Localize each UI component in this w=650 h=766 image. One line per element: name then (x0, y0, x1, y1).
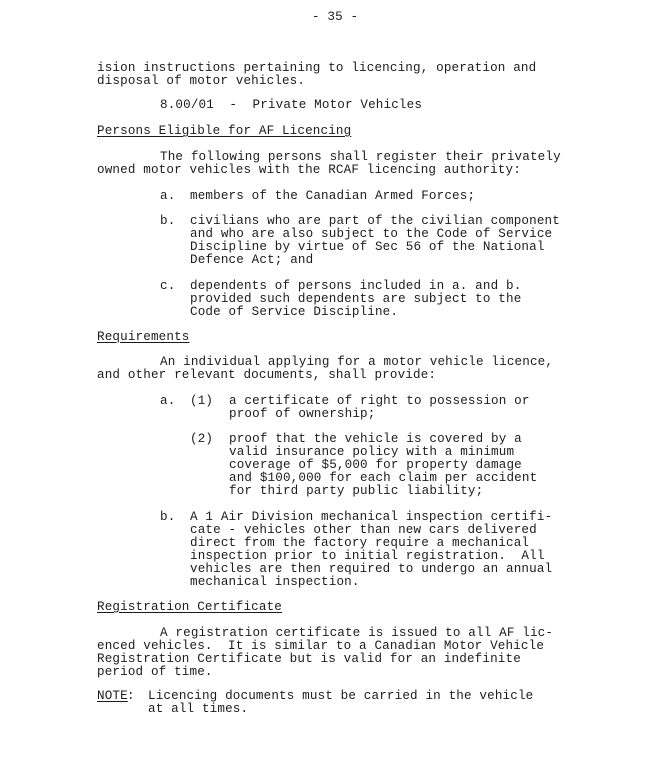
eligible-heading: Persons Eligible for AF Licencing (97, 124, 352, 138)
registration-line-2: enced vehicles. It is similar to a Canadian Motor Vehicle (97, 639, 545, 653)
list-item-b-line-1: civilians who are part of the civilian component (190, 214, 560, 228)
sub-item-2-line-5: for third party public liability; (229, 484, 484, 498)
list-item-b-line-3: Discipline by virtue of Sec 56 of the National (190, 240, 545, 254)
list-item-a-line-1: members of the Canadian Armed Forces; (190, 189, 476, 203)
note-colon: : (127, 689, 135, 703)
eligible-para-line-2: owned motor vehicles with the RCAF licencing authority: (97, 163, 521, 177)
intro-line-2: disposal of motor vehicles. (97, 74, 306, 88)
intro-line-1: ision instructions pertaining to licencing, operation and (97, 61, 537, 75)
list-item-c-line-1: dependents of persons included in a. and b. (190, 279, 522, 293)
requirements-heading: Requirements (97, 330, 190, 344)
note-line-1: Licencing documents must be carried in the vehicle (148, 689, 534, 703)
list-marker-b: b. (160, 214, 176, 228)
list-item-c-line-3: Code of Service Discipline. (190, 305, 399, 319)
requirements-b-line-2: cate - vehicles other than new cars delivered (190, 523, 537, 537)
registration-line-1: A registration certificate is issued to all AF lic- (160, 626, 554, 640)
sub-item-2-line-2: valid insurance policy with a minimum (229, 445, 515, 459)
section-heading: 8.00/01 - Private Motor Vehicles (160, 98, 423, 112)
requirements-b-line-1: A 1 Air Division mechanical inspection certifi- (190, 510, 553, 524)
note-line-2: at all times. (148, 702, 249, 716)
requirements-b-line-5: vehicles are then required to undergo an annual (190, 562, 553, 576)
list-item-b-line-2: and who are also subject to the Code of Service (190, 227, 553, 241)
requirements-para-line-2: and other relevant documents, shall provide: (97, 368, 437, 382)
registration-line-3: Registration Certificate but is valid for an indefinite (97, 652, 521, 666)
sub-item-2-line-3: coverage of $5,000 for property damage (229, 458, 522, 472)
sub-marker-2: (2) (190, 432, 214, 446)
eligible-para-line-1: The following persons shall register their privately (160, 150, 561, 164)
requirements-b-line-3: direct from the factory require a mechanical (190, 536, 530, 550)
list-item-c-line-2: provided such dependents are subject to the (190, 292, 522, 306)
sub-item-2-line-1: proof that the vehicle is covered by a (229, 432, 522, 446)
sub-item-1-line-1: a certificate of right to possession or (229, 394, 530, 408)
page-number: - 35 - (312, 10, 359, 24)
requirements-marker-a: a. (160, 394, 176, 408)
list-item-b-line-4: Defence Act; and (190, 253, 314, 267)
requirements-marker-b: b. (160, 510, 176, 524)
sub-marker-1: (1) (190, 394, 214, 408)
note-label: NOTE (97, 689, 128, 703)
list-marker-c: c. (160, 279, 176, 293)
requirements-b-line-4: inspection prior to initial registration. All (190, 549, 545, 563)
sub-item-2-line-4: and $100,000 for each claim per accident (229, 471, 538, 485)
registration-line-4: period of time. (97, 665, 213, 679)
registration-heading: Registration Certificate (97, 600, 282, 614)
list-marker-a: a. (160, 189, 176, 203)
sub-item-1-line-2: proof of ownership; (229, 407, 376, 421)
requirements-para-line-1: An individual applying for a motor vehicle licence, (160, 355, 554, 369)
requirements-b-line-6: mechanical inspection. (190, 575, 360, 589)
